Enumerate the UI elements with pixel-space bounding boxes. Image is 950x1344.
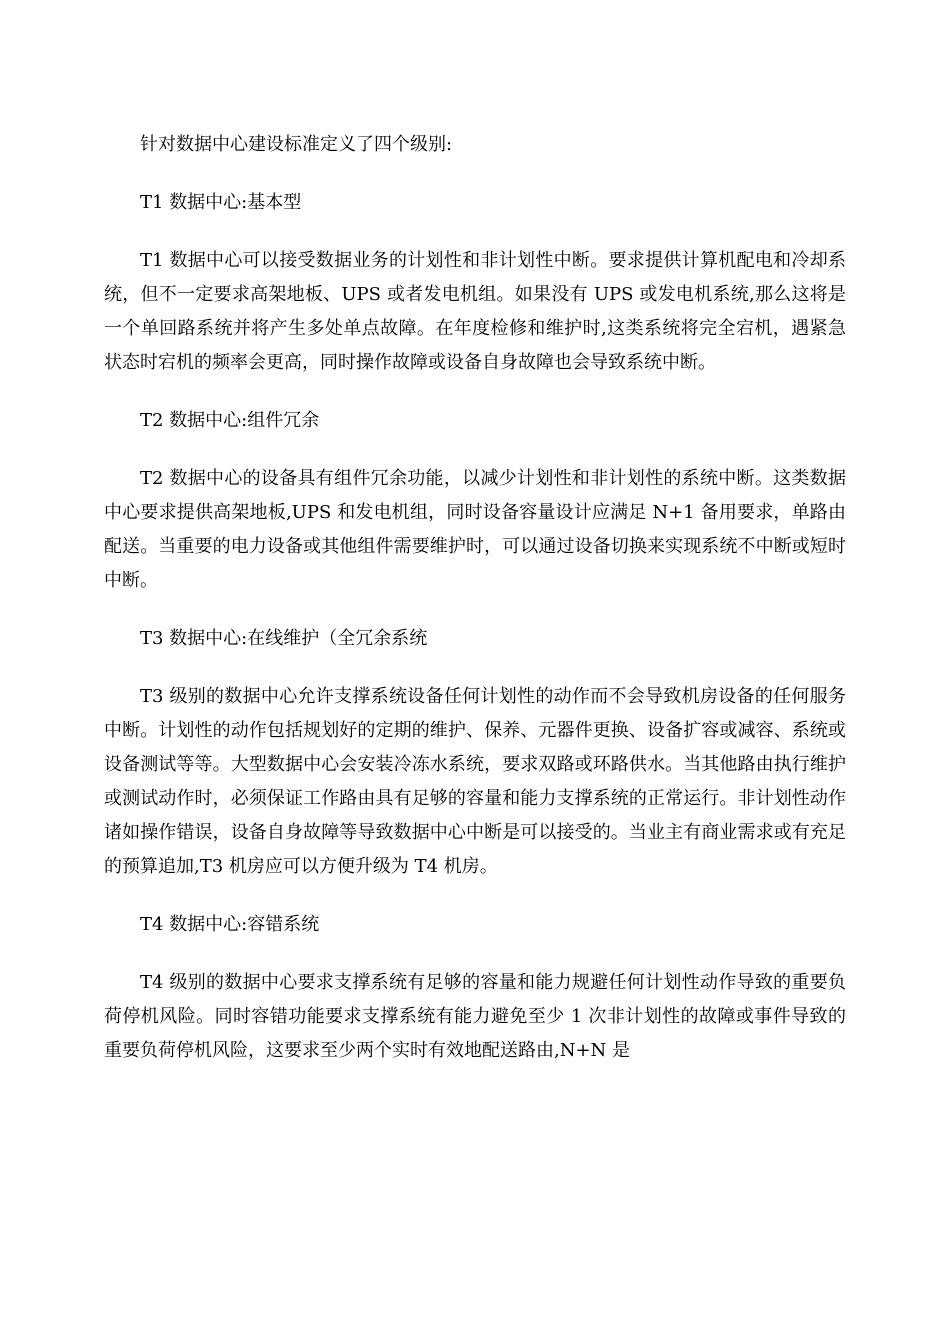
t3-heading: T3 数据中心:在线维护（全冗余系统	[140, 628, 428, 649]
intro-paragraph: 针对数据中心建设标准定义了四个级别:	[140, 134, 453, 155]
t3-paragraph: T3 级别的数据中心允许支撑系统设备任何计划性的动作而不会导致机房设备的任何服务中断。计划性的动作包括规划好的定期的维护、保养、元器件更换、设备扩容或减容、系统或设备测试等等。大型数据中心会安装冷冻水系统，要求双路或环路供水。当其他路由执行维护或测试动作时，必须保证工作路由具有足够的容量和能力支撑系统的正常运行。非计划性动作诸如操作错误，设备自身故障等导致数据中心中断是可以接受的。当业主有商业需求或有充足的预算追加,T3 机房应可以方便升级为 T4 机房。	[104, 686, 846, 877]
t2-paragraph: T2 数据中心的设备具有组件冗余功能，以减少计划性和非计划性的系统中断。这类数据中心要求提供高架地板,UPS 和发电机组，同时设备容量设计应满足 N+1 备用要求，单路由配送。当重要的电力设备或其他组件需要维护时，可以通过设备切换来实现系统不中断或短时中断。	[104, 468, 846, 591]
t1-heading: T1 数据中心:基本型	[140, 192, 302, 213]
t2-heading: T2 数据中心:组件冗余	[140, 410, 320, 431]
t4-heading: T4 数据中心:容错系统	[140, 914, 320, 935]
t1-paragraph: T1 数据中心可以接受数据业务的计划性和非计划性中断。要求提供计算机配电和冷却系统，但不一定要求高架地板、UPS 或者发电机组。如果没有 UPS 或发电机系统,那么这将是一个单回路系统并将产生多处单点故障。在年度检修和维护时,这类系统将完全宕机，遇紧急状态时宕机的频率会更高，同时操作故障或设备自身故障也会导致系统中断。	[104, 250, 846, 373]
document-body	[104, 128, 846, 1092]
t4-paragraph: T4 级别的数据中心要求支撑系统有足够的容量和能力规避任何计划性动作导致的重要负荷停机风险。同时容错功能要求支撑系统有能力避免至少 1 次非计划性的故障或事件导致的重要负荷停机风险，这要求至少两个实时有效地配送路由,N+N 是	[104, 972, 846, 1061]
